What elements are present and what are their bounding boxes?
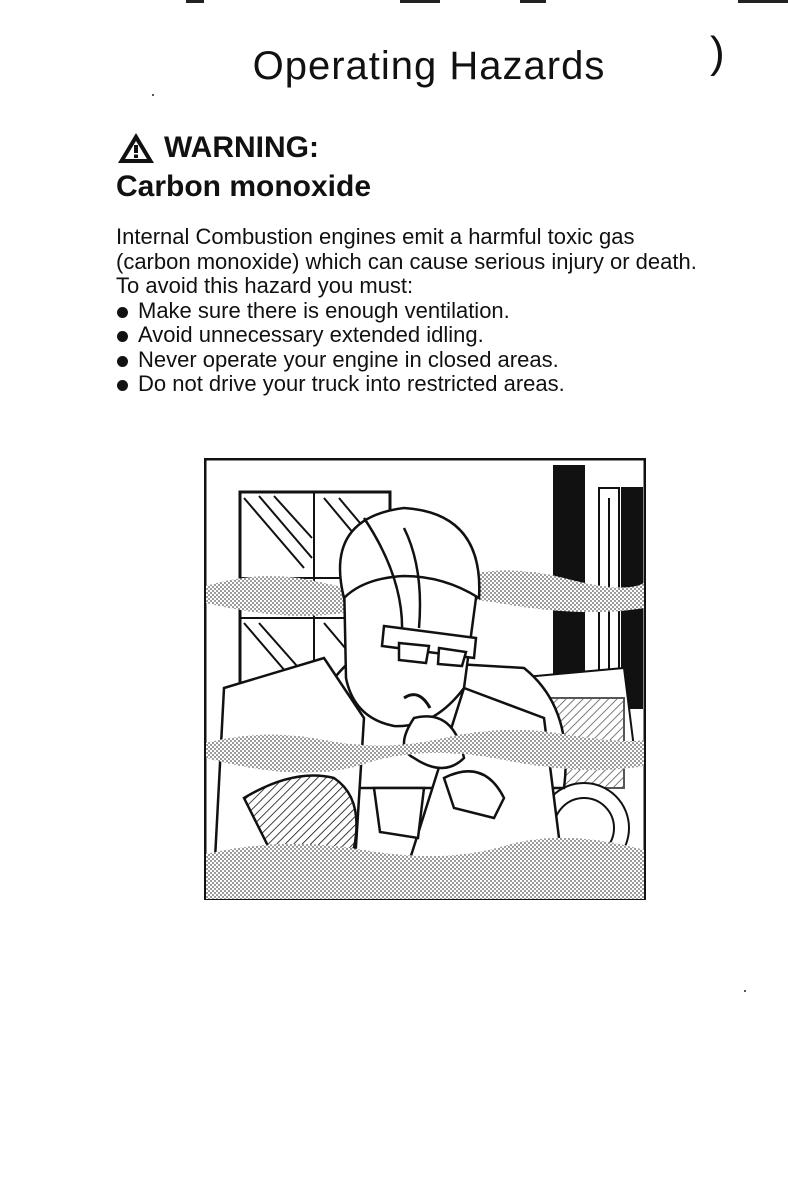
precaution-item: Do not drive your truck into restricted areas. [116, 372, 776, 397]
warning-subject: Carbon monoxide [116, 170, 372, 203]
body-line: (carbon monoxide) which can cause serious injury or death. [116, 248, 697, 274]
warning-block [116, 130, 371, 206]
precaution-item: Make sure there is enough ventilation. [116, 299, 776, 324]
body-line: Internal Combustion engines emit a harmful toxic gas [116, 224, 635, 249]
top-edge-marks [0, 0, 788, 6]
warning-body [116, 225, 776, 397]
warning-heading [116, 130, 371, 166]
worker-coughing-in-exhaust-fumes-illustration [204, 458, 646, 900]
precaution-item: Avoid unnecessary extended idling. [116, 323, 776, 348]
stray-mark [152, 94, 154, 96]
precaution-list [116, 299, 776, 397]
precaution-item: Never operate your engine in closed areas. [116, 348, 776, 373]
warning-label: WARNING: [164, 131, 319, 164]
body-line: To avoid this hazard you must: [116, 273, 414, 298]
page-title: Operating Hazards [252, 44, 606, 88]
page-edge-mark: ) [710, 28, 725, 77]
warning-triangle-icon [116, 131, 156, 165]
stray-mark [744, 990, 746, 992]
